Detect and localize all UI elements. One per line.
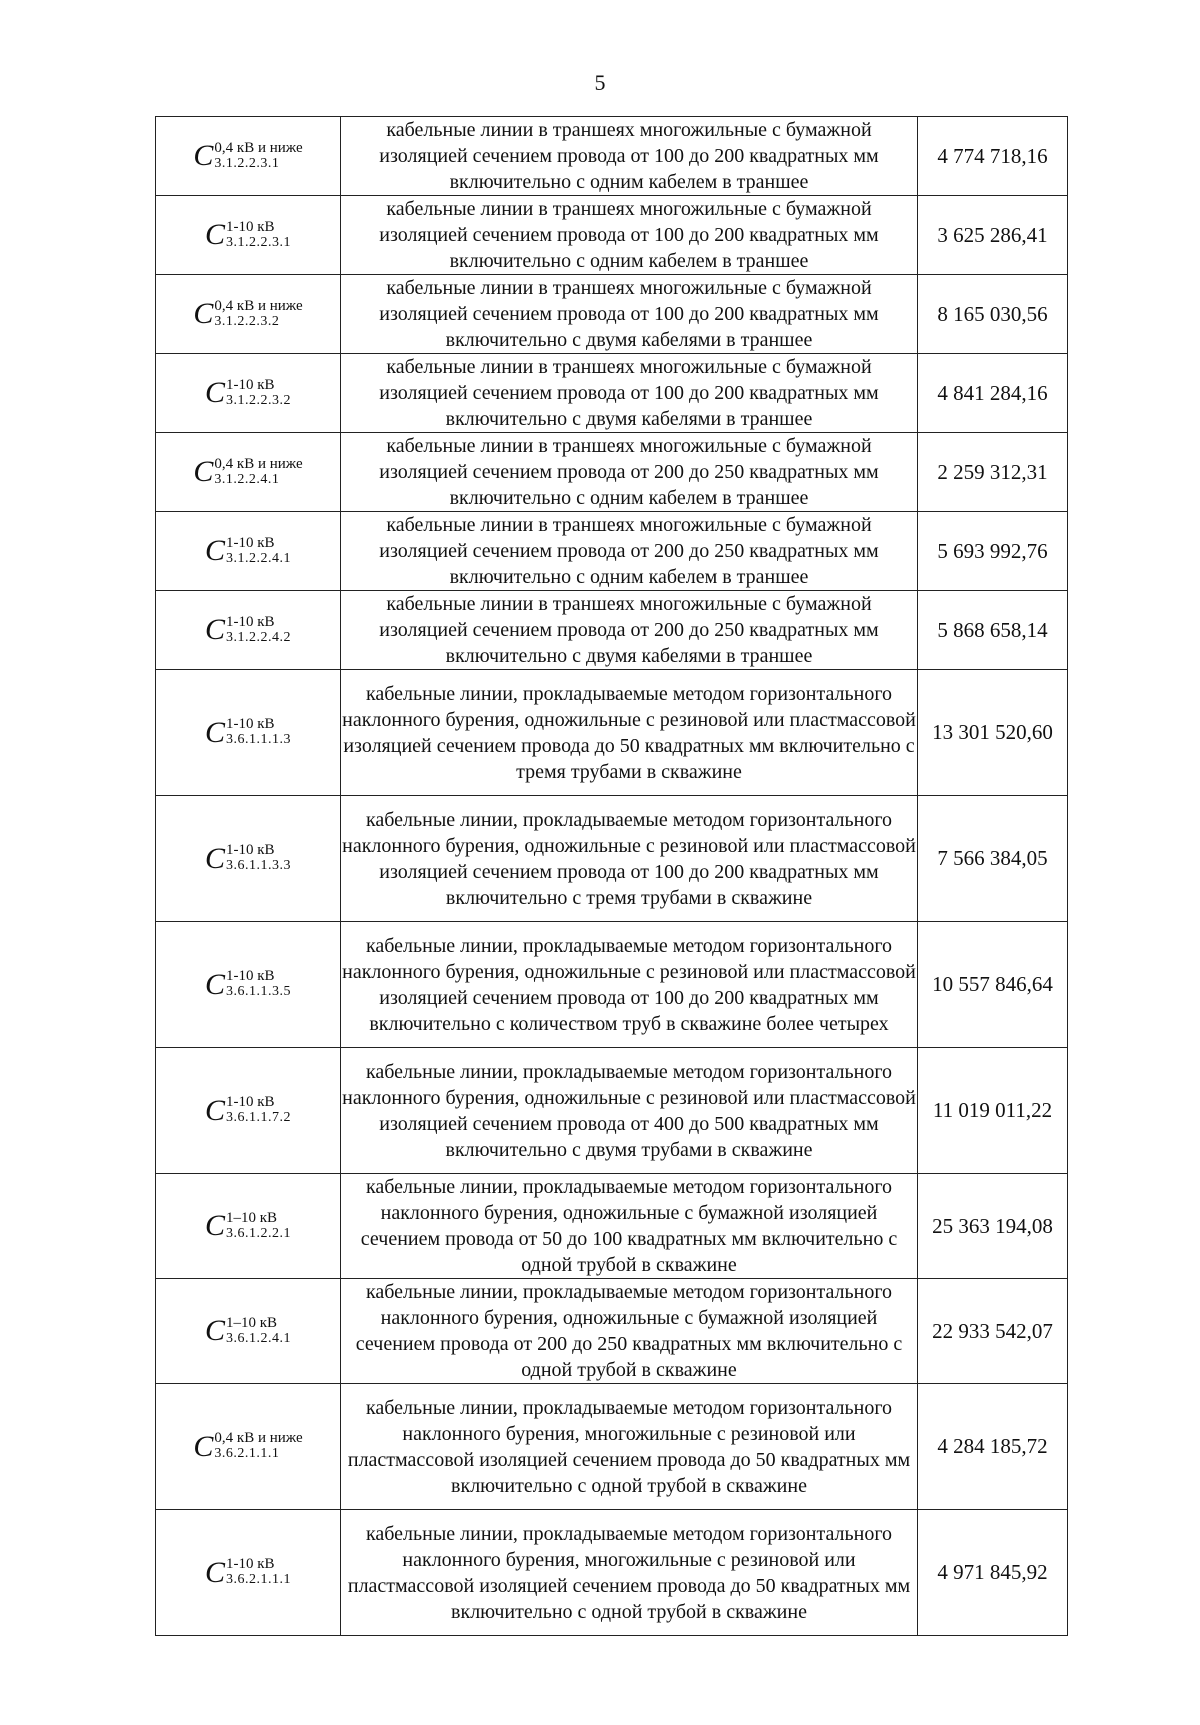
table-row <box>156 670 1068 796</box>
rate-code-scripts <box>226 969 291 999</box>
rate-code-cell <box>156 922 341 1048</box>
rate-code <box>205 536 291 566</box>
rate-code-scripts <box>226 1557 291 1587</box>
description-cell: кабельные линии в траншеях многожильные с бумажной изоляцией сечением провода от 200 до 250 квадратных мм включительно с двумя кабелями в траншее <box>341 591 918 670</box>
rates-table-body <box>156 117 1068 1636</box>
rate-symbol: C <box>204 841 225 875</box>
table-row <box>156 196 1068 275</box>
rate-symbol: C <box>204 1555 225 1589</box>
rate-code-cell <box>156 796 341 922</box>
rate-index: 3.1.2.2.4.1 <box>214 471 280 487</box>
rate-index: 3.1.2.2.4.2 <box>226 629 291 645</box>
table-row <box>156 1384 1068 1510</box>
rates-table <box>155 116 1068 1636</box>
rate-code-scripts <box>226 1211 291 1241</box>
description-cell: кабельные линии, прокладываемые методом горизонтального наклонного бурения, одножильные с резиновой или пластмассовой изоляцией сечением провода до 50 квадратных мм включительно с тремя трубами в скважине <box>341 670 918 796</box>
rate-value-cell: 4 284 185,72 <box>918 1384 1068 1510</box>
rate-code-cell <box>156 1048 341 1174</box>
voltage-level: 1-10 кВ <box>226 842 275 859</box>
rate-index: 3.1.2.2.3.1 <box>226 234 291 250</box>
rate-symbol: C <box>204 218 225 251</box>
description-cell: кабельные линии в траншеях многожильные с бумажной изоляцией сечением провода от 200 до 250 квадратных мм включительно с одним кабелем в траншее <box>341 512 918 591</box>
rate-value-cell: 25 363 194,08 <box>918 1174 1068 1279</box>
voltage-level: 0,4 кВ и ниже <box>214 139 303 156</box>
rate-code <box>205 1211 291 1241</box>
voltage-level: 1-10 кВ <box>226 534 275 551</box>
voltage-level: 1-10 кВ <box>226 1556 275 1573</box>
rate-code <box>205 1557 291 1587</box>
rate-symbol: C <box>193 297 214 330</box>
table-row <box>156 117 1068 196</box>
description-cell: кабельные линии в траншеях многожильные с бумажной изоляцией сечением провода от 200 до 250 квадратных мм включительно с одним кабелем в траншее <box>341 433 918 512</box>
rate-code <box>205 717 291 747</box>
rate-value-cell: 5 868 658,14 <box>918 591 1068 670</box>
rate-index: 3.6.2.1.1.1 <box>226 1572 291 1588</box>
voltage-level: 1-10 кВ <box>226 376 275 393</box>
rate-code-scripts <box>226 1316 291 1346</box>
rate-code-cell <box>156 1510 341 1636</box>
rate-code <box>205 1095 291 1125</box>
table-row <box>156 1048 1068 1174</box>
rate-symbol: C <box>193 1429 214 1463</box>
rate-code-cell <box>156 354 341 433</box>
rate-symbol: C <box>193 139 214 172</box>
rate-value-cell: 4 841 284,16 <box>918 354 1068 433</box>
rate-code-cell <box>156 1279 341 1384</box>
rate-code-cell <box>156 591 341 670</box>
rate-code-cell <box>156 1384 341 1510</box>
rate-code-scripts <box>214 299 302 329</box>
rate-value-cell: 5 693 992,76 <box>918 512 1068 591</box>
table-row <box>156 1174 1068 1279</box>
table-row <box>156 512 1068 591</box>
page-number: 5 <box>594 70 606 95</box>
rate-index: 3.6.2.1.1.1 <box>214 1446 280 1462</box>
rate-code <box>193 457 302 487</box>
table-row <box>156 591 1068 670</box>
rate-code <box>193 1431 302 1461</box>
rate-code <box>193 299 302 329</box>
rate-symbol: C <box>204 376 225 409</box>
voltage-level: 1–10 кВ <box>226 1314 278 1331</box>
rate-index: 3.6.1.2.4.1 <box>226 1330 291 1346</box>
rate-symbol: C <box>204 715 225 749</box>
description-cell: кабельные линии в траншеях многожильные с бумажной изоляцией сечением провода от 100 до 200 квадратных мм включительно с двумя кабелями в траншее <box>341 275 918 354</box>
description-cell: кабельные линии, прокладываемые методом горизонтального наклонного бурения, одножильные с бумажной изоляцией сечением провода от 200 до 250 квадратных мм включительно с одной трубой в скважине <box>341 1279 918 1384</box>
table-row <box>156 354 1068 433</box>
table-row <box>156 922 1068 1048</box>
voltage-level: 1-10 кВ <box>226 613 275 630</box>
rate-code-cell <box>156 512 341 591</box>
rate-code-scripts <box>214 457 302 487</box>
rate-value-cell: 4 774 718,16 <box>918 117 1068 196</box>
voltage-level: 0,4 кВ и ниже <box>214 297 303 314</box>
rate-value-cell: 13 301 520,60 <box>918 670 1068 796</box>
rate-code-cell <box>156 1174 341 1279</box>
description-cell: кабельные линии в траншеях многожильные с бумажной изоляцией сечением провода от 100 до 200 квадратных мм включительно с одним кабелем в траншее <box>341 196 918 275</box>
description-cell: кабельные линии, прокладываемые методом горизонтального наклонного бурения, многожильные с резиновой или пластмассовой изоляцией сечением провода до 50 квадратных мм включительно с одной трубой в скважине <box>341 1384 918 1510</box>
rate-index: 3.6.1.1.1.3 <box>226 732 291 748</box>
rate-code-scripts <box>226 843 291 873</box>
rate-symbol: C <box>204 967 225 1001</box>
rate-symbol: C <box>193 455 214 488</box>
rate-code-scripts <box>226 615 291 645</box>
table-row <box>156 1279 1068 1384</box>
rate-value-cell: 10 557 846,64 <box>918 922 1068 1048</box>
table-row <box>156 796 1068 922</box>
rate-index: 3.6.1.2.2.1 <box>226 1225 291 1241</box>
voltage-level: 1–10 кВ <box>226 1209 278 1226</box>
rate-value-cell: 22 933 542,07 <box>918 1279 1068 1384</box>
rate-index: 3.6.1.1.7.2 <box>226 1110 291 1126</box>
table-row <box>156 1510 1068 1636</box>
rate-value-cell: 2 259 312,31 <box>918 433 1068 512</box>
description-cell: кабельные линии, прокладываемые методом горизонтального наклонного бурения, одножильные с бумажной изоляцией сечением провода от 50 до 100 квадратных мм включительно с одной трубой в скважине <box>341 1174 918 1279</box>
rate-code-scripts <box>226 536 291 566</box>
rate-symbol: C <box>204 1314 225 1347</box>
voltage-level: 0,4 кВ и ниже <box>214 455 303 472</box>
description-cell: кабельные линии, прокладываемые методом горизонтального наклонного бурения, одножильные с резиновой или пластмассовой изоляцией сечением провода от 100 до 200 квадратных мм включительно с количеством труб в скважине более четырех <box>341 922 918 1048</box>
rate-code-cell <box>156 670 341 796</box>
rate-code <box>205 969 291 999</box>
rate-code <box>205 1316 291 1346</box>
voltage-level: 1-10 кВ <box>226 968 275 985</box>
description-cell: кабельные линии в траншеях многожильные с бумажной изоляцией сечением провода от 100 до 200 квадратных мм включительно с двумя кабелями в траншее <box>341 354 918 433</box>
rate-code-cell <box>156 117 341 196</box>
voltage-level: 0,4 кВ и ниже <box>214 1430 303 1447</box>
description-cell: кабельные линии, прокладываемые методом горизонтального наклонного бурения, одножильные с резиновой или пластмассовой изоляцией сечением провода от 400 до 500 квадратных мм включительно с двумя трубами в скважине <box>341 1048 918 1174</box>
description-cell: кабельные линии, прокладываемые методом горизонтального наклонного бурения, одножильные с резиновой или пластмассовой изоляцией сечением провода от 100 до 200 квадратных мм включительно с тремя трубами в скважине <box>341 796 918 922</box>
rate-value-cell: 4 971 845,92 <box>918 1510 1068 1636</box>
rate-symbol: C <box>204 613 225 646</box>
rate-index: 3.1.2.2.3.1 <box>214 155 280 171</box>
rate-code-cell <box>156 196 341 275</box>
rate-value-cell: 3 625 286,41 <box>918 196 1068 275</box>
rate-code-scripts <box>226 378 291 408</box>
description-cell: кабельные линии в траншеях многожильные с бумажной изоляцией сечением провода от 100 до 200 квадратных мм включительно с одним кабелем в траншее <box>341 117 918 196</box>
rate-index: 3.1.2.2.4.1 <box>226 550 291 566</box>
voltage-level: 1-10 кВ <box>226 716 275 733</box>
voltage-level: 1-10 кВ <box>226 1094 275 1111</box>
rate-code-scripts <box>226 220 291 250</box>
rate-code-cell <box>156 433 341 512</box>
rate-value-cell: 11 019 011,22 <box>918 1048 1068 1174</box>
rate-value-cell: 7 566 384,05 <box>918 796 1068 922</box>
rate-index: 3.6.1.1.3.5 <box>226 984 291 1000</box>
rate-code <box>205 378 291 408</box>
rate-code-scripts <box>226 717 291 747</box>
rate-index: 3.6.1.1.3.3 <box>226 858 291 874</box>
rate-code-cell <box>156 275 341 354</box>
rate-code <box>205 843 291 873</box>
description-cell: кабельные линии, прокладываемые методом горизонтального наклонного бурения, многожильные с резиновой или пластмассовой изоляцией сечением провода до 50 квадратных мм включительно с одной трубой в скважине <box>341 1510 918 1636</box>
rate-code-scripts <box>214 1431 302 1461</box>
rate-index: 3.1.2.2.3.2 <box>226 392 291 408</box>
rate-code <box>205 220 291 250</box>
rate-code-scripts <box>214 141 302 171</box>
voltage-level: 1-10 кВ <box>226 218 275 235</box>
rate-index: 3.1.2.2.3.2 <box>214 313 280 329</box>
rate-code <box>205 615 291 645</box>
table-row <box>156 433 1068 512</box>
table-row <box>156 275 1068 354</box>
rate-symbol: C <box>204 1209 225 1242</box>
rate-value-cell: 8 165 030,56 <box>918 275 1068 354</box>
rate-code <box>193 141 302 171</box>
rate-symbol: C <box>204 534 225 567</box>
rate-symbol: C <box>204 1093 225 1127</box>
rate-code-scripts <box>226 1095 291 1125</box>
